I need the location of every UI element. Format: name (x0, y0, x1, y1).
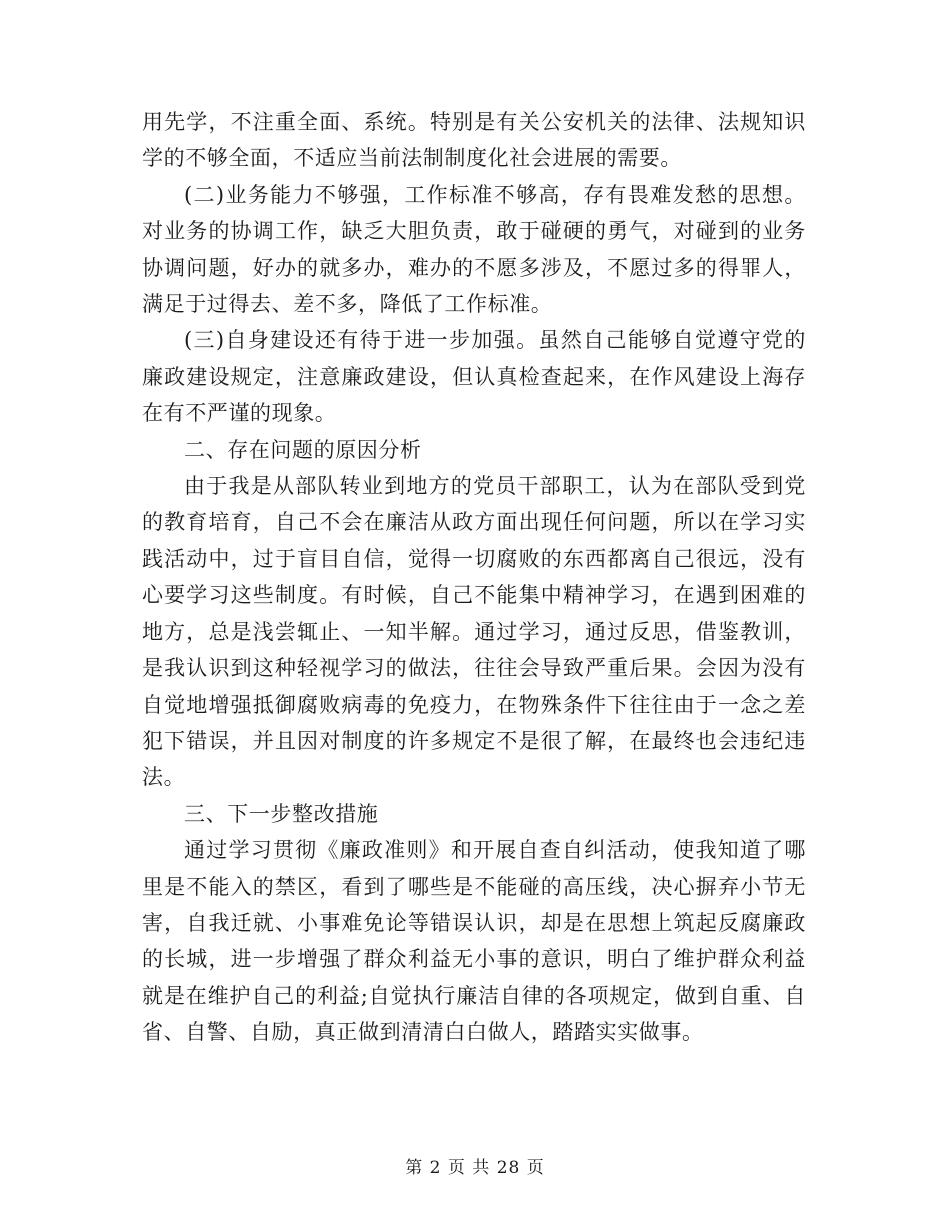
paragraph-5: 通过学习贯彻《廉政准则》和开展自查自纠活动，使我知道了哪里是不能入的禁区，看到了哪些是不能碰的高压线，决心摒弃小节无害，自我迁就、小事难免论等错误认识，却是在思想上筑起反腐廉政的长城，进一步增强了群众利益无小事的意识，明白了维护群众利益就是在维护自己的利益;自觉执行廉洁自律的各项规定，做到自重、自省、自警、自励，真正做到清清白白做人，踏踏实实做事。 (142, 838, 806, 1045)
section-heading-2: 二、存在问题的原因分析 (184, 437, 422, 462)
paragraph-1: 用先学，不注重全面、系统。特别是有关公安机关的法律、法规知识学的不够全面，不适应当前法制制度化社会进展的需要。 (142, 110, 806, 171)
page-number-footer: 第 2 页 共 28 页 (405, 1158, 545, 1178)
paragraph-2: (二)业务能力不够强，工作标准不够高，存有畏难发愁的思想。对业务的协调工作，缺乏大胆负责，敢于碰硬的勇气，对碰到的业务协调问题，好办的就多办，难办的不愿多涉及，不愿过多的得罪人，满足于过得去、差不多，降低了工作标准。 (142, 182, 806, 317)
document-body (142, 104, 806, 1051)
section-heading-3: 三、下一步整改措施 (184, 801, 379, 826)
paragraph-4: 由于我是从部队转业到地方的党员干部职工，认为在部队受到党的教育培育，自己不会在廉洁从政方面出现任何问题，所以在学习实践活动中，过于盲目自信，觉得一切腐败的东西都离自己很远，没有心要学习这些制度。有时候，自己不能集中精神学习，在遇到困难的地方，总是浅尝辄止、一知半解。通过学习，通过反思，借鉴教训，是我认识到这种轻视学习的做法，往往会导致严重后果。会因为没有自觉地增强抵御腐败病毒的免疫力，在物殊条件下往往由于一念之差犯下错误，并且因对制度的许多规定不是很了解，在最终也会违纪违法。 (142, 474, 806, 790)
paragraph-3: (三)自身建设还有待于进一步加强。虽然自己能够自觉遵守党的廉政建设规定，注意廉政建设，但认真检查起来，在作风建设上海存在有不严谨的现象。 (142, 328, 806, 426)
